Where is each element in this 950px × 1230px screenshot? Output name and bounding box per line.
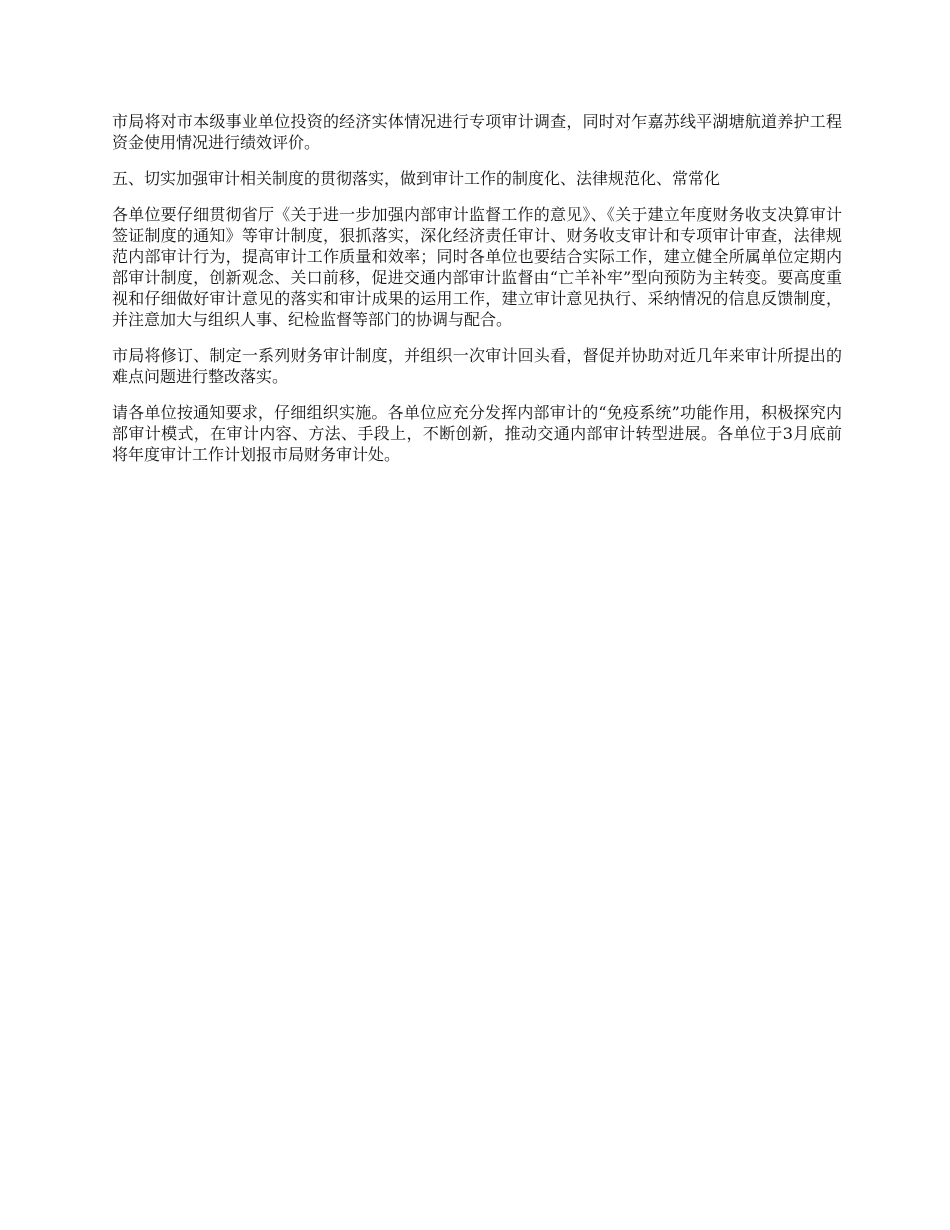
paragraph-revise-regulations: 市局将修订、制定一系列财务审计制度，并组织一次审计回头看，督促并协助对近几年来审计所提出的难点问题进行整改落实。 (112, 346, 842, 386)
paragraph-closing-instructions: 请各单位按通知要求，仔细组织实施。各单位应充分发挥内部审计的“免疫系统”功能作用，积极探究内部审计模式，在审计内容、方法、手段上，不断创新，推动交通内部审计转型进展。各单位于3月底前将年度审计工作计划报市局财务审计处。 (112, 403, 842, 464)
paragraph-audit-investigation: 市局将对市本级事业单位投资的经济实体情况进行专项审计调查，同时对乍嘉苏线平湖塘航道养护工程资金使用情况进行绩效评价。 (112, 112, 842, 152)
paragraph-audit-system-implementation: 各单位要仔细贯彻省厅《关于进一步加强内部审计监督工作的意见》、《关于建立年度财务收支决算审计签证制度的通知》等审计制度，狠抓落实，深化经济责任审计、财务收支审计和专项审计审查，法律规范内部审计行为，提高审计工作质量和效率；同时各单位也要结合实际工作，建立健全所属单位定期内部审计制度，创新观念、关口前移，促进交通内部审计监督由“亡羊补牢”型向预防为主转变。要高度重视和仔细做好审计意见的落实和审计成果的运用工作，建立审计意见执行、采纳情况的信息反馈制度，并注意加大与组织人事、纪检监督等部门的协调与配合。 (112, 205, 842, 329)
section-heading-five: 五、切实加强审计相关制度的贯彻落实，做到审计工作的制度化、法律规范化、常常化 (112, 169, 721, 188)
document-page (112, 111, 842, 480)
